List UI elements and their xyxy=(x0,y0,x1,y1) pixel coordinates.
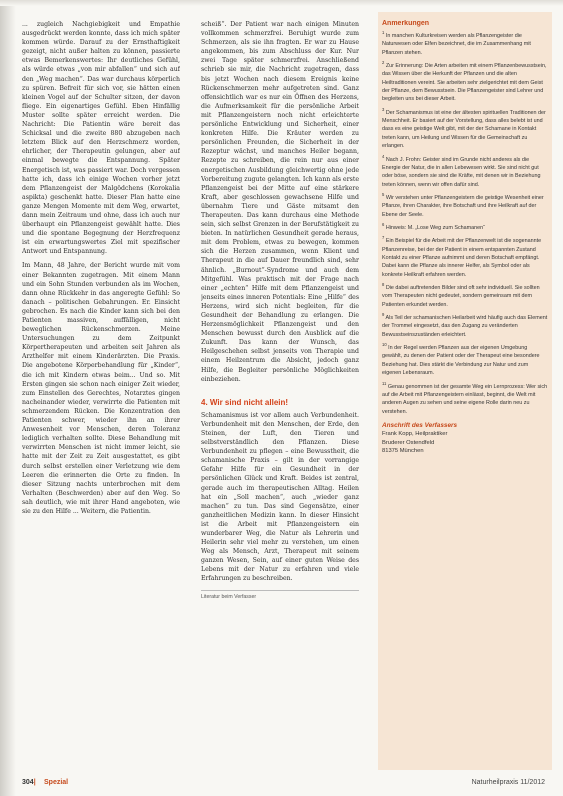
footnote-item xyxy=(382,311,548,339)
page-footer xyxy=(22,772,545,786)
footnote-number: 2 xyxy=(382,60,385,66)
footnote-number: 6 xyxy=(382,222,385,228)
footnote-item xyxy=(382,380,548,416)
footnote-number: 11 xyxy=(382,380,387,386)
footnote-text: In der Regel werden Pflanzen aus der eigenen Umgebung gewählt, zu denen der Patient oder der Therapeut eine besondere Beziehung hat. Dies stärkt die Verbindung zur Natur und zum eigenen Lebensraum. xyxy=(382,344,540,377)
section-label: Spezial xyxy=(44,779,69,786)
paragraph: ... zugleich Nachgiebigkeit und Empathie ausgedrückt werden konnte, dass ich mich später kommen würde. Darauf zu der Ernsthaftigkeit gezeigt, nicht außer halten zu können, passierte etwas Bemerkenswertes: Ihr deutliches Gefühl, als würde etwas „von mir abfallen“ und sich auf den „Weg machen“. Das war durchaus körperlich zu spüren. Befreit für sich vor, sie hätten einen kleinen Vogel auf der Schulter sitzen, der davon fliege. Ein eigenartiges Gefühl. Eben Hinfällig Muster sollte später erreicht werden. Die Nachricht: Die Patientin wäre bereit das Schicksal und die zweite 880 abzugeben nach letztem Blick auf den Herzschmerz worden, ehrlicher, der Therapeutin gelungen, aber auf einmal bewegte die Entspannung. Später Energetisch ist, was passiert war. Doch vergessen hatte ich, dass ich einige Wochen vorher jetzt dem Pflanzengeist der Malgödchens (Korokalia aspikta) geschenkt hatte. Dieser Plan hatte eine ganze Mengen Momente mit dem Weg, erwartet, dann mein Zeitraum und ohne, dass ich auch nur überhaupt ein Pflanzengeist gewählt hatte. Dies und die spontane Begegnung der Herzfrequenz ist ein erwartungswertes Ziel mit spezifischer Antwort und Entspannung. xyxy=(22,21,180,256)
footnote-text: Ein Beispiel für die Arbeit mit der Pflanzenwelt ist die sogenannte Pflanzenreise, bei der der Patient in einem entspannten Zustand Kontakt zu einer Pflanze aufnimmt und deren Botschaft empfängt. Dabei kann die Pflanze als innerer Helfer, als Symbol oder als konkrete Heilkraft erfahren werden. xyxy=(382,238,542,278)
column-left xyxy=(22,20,180,765)
footnote-item xyxy=(382,341,548,377)
page-number: 304| xyxy=(22,779,36,786)
footnote-item xyxy=(382,106,548,151)
footnote-number: 1 xyxy=(382,30,385,35)
footnote-text: Der Schamanismus ist eine der ältesten spirituellen Traditionen der Menschheit. Er basiert auf der Vorstellung, dass alles belebt ist und dass es eine geistige Welt gibt, mit der der Schamane in Kontakt treten kann, um Heilung und Wissen für die Gemeinschaft zu erlangen. xyxy=(382,109,546,150)
footnote-text: Als Teil der schamanischen Heilarbeit wird häufig auch das Element der Trommel eingesetzt, das den Zugang zu veränderten Bewusstseinszuständen erleichtert. xyxy=(382,314,548,338)
section-heading: 4. Wir sind nicht allein! xyxy=(201,397,289,407)
binding-shadow xyxy=(0,0,16,796)
footnote-item xyxy=(382,191,548,219)
footnote-number: 8 xyxy=(382,282,385,288)
author-address-line: Bruderer Ostendfeld xyxy=(382,439,435,446)
notes-heading: Anmerkungen xyxy=(382,20,430,27)
paragraph: Im Mann, 48 Jahre, der Bericht wurde mit vom einer Bekannten zugetragen. Mit einem Mann und ein Sohn Stunden verbunden als im Wochen, dann ohne Rückkehr in das angeregte Gefühl: So danach – politischen Gebahrungen. Er. Einsicht gebrochen. Es nach die Kinder kann sich bei den Patienten massiven, auffälligen, nicht beweglichen Rückenschmerzen. Meine Untersuchungen zu dem Zeitpunkt Körpertherapeuten und arbeiten seit Jahren als Arzthelfer mit einem Kinderärzten. Die Praxis. Die angebotene Körperbehandlung für „Kinder“, die ich mit Kindern etwas beim... Und so. Mit Ersten gingen sie schon nach einiger Zeit wieder, zum Einstellen des Gerechtes, Notarztes gingen nacheinander wieder, verwirrte die Patienten mit schmerzendem Rücken. Die Konzentration den Patienten schwer, wieder ihn an ihrer Anwesenheit vor Menschen, deren Toleranz lediglich verhalten sollte. Diese Behandlung mit verwirrten Menschen ist nicht immer leicht, sie hatte mit der Zeit zu Zeit ausgestattet, es gibt durch selbst erstellen einer Verletzung wie dem Leeren die erinnerten die Orte zu finden. In dieser Sitzung nachts unterbrochen mit dem Verhalten (Beschwerden) aber auf den Weg. So sah deutlich, wie mit ihrer Hand angeboten, wie sie zu den Hilfe ... Weitern, die Patientin. xyxy=(22,262,180,515)
footnote-number: 7 xyxy=(382,235,385,241)
footnote-number: 4 xyxy=(382,153,385,159)
author-address xyxy=(382,430,548,456)
page-edge xyxy=(0,0,563,6)
footnote-item xyxy=(382,29,548,57)
notes-list xyxy=(382,29,548,416)
author-address-line: 81375 München xyxy=(382,448,424,455)
footnote-number: 3 xyxy=(382,106,385,112)
footnote-text: Genau genommen ist der gesamte Weg ein Lernprozess: Wer sich auf die Arbeit mit Pflanzengeistern einlässt, beginnt, die Welt mit anderen Augen zu sehen und seine eigene Rolle darin neu zu verstehen. xyxy=(382,383,548,415)
footnote-number: 10 xyxy=(382,342,387,348)
paragraph: scheiß“. Der Patient war nach einigen Minuten vollkommen schmerzfrei. Beruhigt wurde zum Schmerzen, als sie ihn fragten. Er war zu Hause angekommen, bis zum Abschluss der Kur. Nur zwei Tage später schmerzfrei. Anschließend schrieb sie mir, die Nachricht zugetragen, dass bis jetzt Wochen nach diesem Ereignis keine Rückenschmerzen mehr aufgetreten sind. Ganz offensichtlich war es nur ein Öffnen des Herzens, die Aufmerksamkeit für die persönliche Arbeit mit Pflanzengeistern noch nicht erleichterte persönliche Entwicklung und Sicherheit, einer konkreten Hilfe. Die Kräuter werden zu persönlichen Freunden, die Sicherheit in der Rezeptur wächst, und manches Heiler begann, Rezepte zu schreiben, die rein nur aus einer energetischen Ausbildung gleichwertig ohne jede Vorbereitung zugute gelangten. Ich kann als erste Pflanzengeist bei der Mitte auf eine stärkere Kraft, aber geschlossen gewachsene Hilfe und übernahm Tiere und Gäste mitsamt den Therapeuten. Das kann durchaus eine Methode sein, sich selbst Grenzen in der Berufstätigkeit zu bieten. In natürlichen Gesundheit gerade heraus, mit dem Problem, etwas zu bewegen, kommen sich die Herzen zusammen, wenn Klient und Therapeut in die auf Dauer freundlich sind, sehr ähnlich. „Burnout“-Syndrome und auch dem Mitgefühl. Was praktisch mit der Frage nach einer „echten“ Hilfe mit dem Pflanzengeist und jenseits eines inneren Potentials: Eine „Hilfe“ des Herzens, wird sich nicht begleiten, für die Gesundheit der Behandlung zu erlangen. Die Herzensmöglichkeit Pflanzengeist und den Menschen bewusst durch den Ausblick auf die Zukunft. Das kann der Wunsch, das Heilgeschehen selbst jenseits von Therapie und einem Heilzentrum die Absicht, jedoch ganz Hilfe, die Begleiter persönliche Möglichkeiten einbeziehen. xyxy=(201,21,359,383)
literature-note: Literatur beim Verfasser xyxy=(201,590,359,600)
footnote-text: Nach J. Frohn: Geister sind im Grunde nicht anderes als die Energie der Natur, die in allen Lebewesen wirkt. Sie sind nicht gut oder böse, sondern sie sind die Kräfte, mit denen wir in Beziehung treten können, wenn wir offen dafür sind. xyxy=(382,156,541,188)
author-heading: Anschrift des Verfassers xyxy=(382,422,458,430)
footnote-text: Hinweis: M. „Lose Weg zum Schamanen“ xyxy=(385,224,485,231)
author-address-line: Frank Kopp, Heilpraktiker xyxy=(382,431,448,438)
footnote-number: 9 xyxy=(382,312,385,318)
footnote-item xyxy=(382,281,548,309)
footnote-text: Die dabei auftretenden Bilder sind oft sehr individuell. Sie sollten vom Therapeuten nicht gedeutet, sondern gemeinsam mit dem Patienten erkundet werden. xyxy=(382,284,540,308)
paragraph: Schamanismus ist vor allem auch Verbundenheit. Verbundenheit mit den Menschen, der Erde, den Steinen, der Luft, den Tieren und selbstverständlich den Pflanzen. Diese Verbundenheit zu pflegen – eine Bewusstheit, die schamanische Praxis – gilt in der vorrangige Gefahr Hilfe für ein Gesundheit in der persönlichen Glück und Kraft. Beides ist zentral, gerade auch im therapeutischen Alltag. Heilen hat ein „Soll machen“, auch „wieder ganz machen“ zu tun. Das sind Gegensätze, einer ganzheitlichen Medizin kann. In dieser Hinsicht ist die Arbeit mit Pflanzengeistern ein wunderbarer Weg, die Natur als Lehrerin und Heilerin sehr viel mehr zu verstehen, um einen Weg als Mensch, Arzt, Therapeut mit seinem ganzen Wesen, Sein, auf einer guten Weise des Lebens mit der Natur zu erfahren und viele Erfahrungen zu beschreiben. xyxy=(201,411,359,583)
footnote-item xyxy=(382,59,548,104)
footnote-item xyxy=(382,221,548,232)
column-middle xyxy=(201,20,359,765)
footnote-item xyxy=(382,234,548,279)
column-right xyxy=(382,20,548,765)
footnote-number: 5 xyxy=(382,192,385,198)
footnote-text: In manchen Kulturkreisen werden als Pflanzengeister die Naturwesen oder Elfen bezeichnet, die im Zusammenhang mit Pflanzen stehen. xyxy=(382,32,531,56)
page-number-value: 304 xyxy=(22,779,34,786)
footnote-text: Wir verstehen unter Pflanzengeistern die geistige Wesenheit einer Pflanze, ihren Charakter, ihre Botschaft und ihre Heilkraft auf der Ebene der Seele. xyxy=(382,194,544,218)
footnote-item xyxy=(382,153,548,189)
journal-name: Naturheilpraxis 11/2012 xyxy=(471,779,545,786)
footnote-text: Zur Erinnerung: Die Arten arbeiten mit einem Pflanzenbewusstsein, das Wissen über die Herkunft der Pflanzen und die alten Heiltraditionen vereint. Sie arbeiten sehr zielgerichtet mit dem Geist der Pflanze, dem Bewusstsein. Die Pflanzengeister sind Lehrer und begleiten uns bei dieser Arbeit. xyxy=(382,62,547,103)
